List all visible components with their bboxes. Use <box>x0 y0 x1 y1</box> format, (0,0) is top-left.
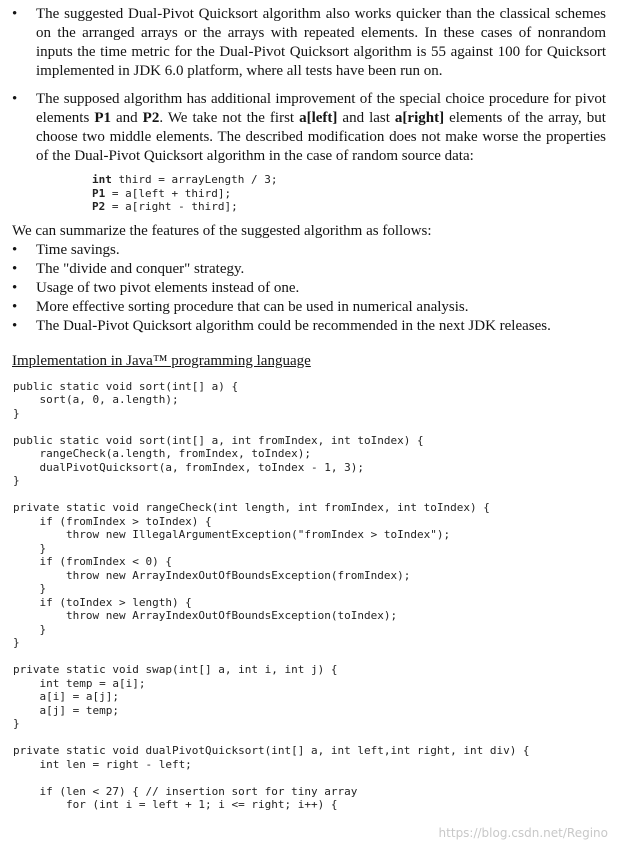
text-run: Usage of two pivot elements instead of one. <box>36 279 300 296</box>
bullet-item <box>0 5 622 81</box>
code-line: for (int i = left + 1; i <= right; i++) { <box>13 798 338 811</box>
bullet-marker: • <box>12 241 18 258</box>
bullet-marker: • <box>12 91 18 107</box>
bold-text: P1 <box>92 186 106 200</box>
text-run: = a[right - third]; <box>105 200 238 213</box>
code-line: } <box>13 474 20 487</box>
code-line: a[i] = a[j]; <box>13 690 119 703</box>
watermark: https://blog.csdn.net/Regino <box>438 826 608 840</box>
bullet-marker: • <box>12 260 18 277</box>
code-line: } <box>13 636 20 649</box>
code-line: throw new ArrayIndexOutOfBoundsException(fromIndex); <box>13 568 411 582</box>
bullet-item <box>0 260 622 279</box>
code-line: } <box>13 717 20 730</box>
bullet-marker: • <box>12 279 18 296</box>
bold-text: P1 <box>94 110 111 126</box>
text-run: and <box>111 110 143 126</box>
text-run: third = arrayLength / 3; <box>111 173 278 186</box>
bullet-item <box>0 298 622 317</box>
code-line: int len = right - left; <box>13 757 192 771</box>
bullet-item <box>0 90 622 166</box>
text-run: elements of the array, but choose two middle elements. The described modification does not make worse the properties of the Dual-Pivot Quicksort algorithm in the case of random source data: <box>36 110 606 164</box>
bullet-marker: • <box>12 317 18 334</box>
code-line <box>92 187 622 201</box>
code-line <box>13 420 622 434</box>
code-line: if (fromIndex < 0) { <box>13 555 172 568</box>
text-run: More effective sorting procedure that can be used in numerical analysis. <box>36 298 469 315</box>
text-run: . We take not the first <box>159 110 300 126</box>
code-line: public static void sort(int[] a, int fromIndex, int toIndex) { <box>13 433 424 447</box>
code-line <box>13 488 622 502</box>
bullet-list <box>0 241 622 336</box>
code-line: } <box>13 622 47 636</box>
text-run: The "divide and conquer" strategy. <box>36 260 245 277</box>
code-listing <box>0 173 622 214</box>
bold-text: a[right] <box>394 110 445 126</box>
code-line: private static void swap(int[] a, int i, int j) { <box>13 663 338 676</box>
code-line: throw new IllegalArgumentException("fromIndex > toIndex"); <box>13 528 451 541</box>
code-line <box>13 771 622 785</box>
text-run: The suggested Dual-Pivot Quicksort algorithm also works quicker than the classical schemes on the arranged arrays or the arrays with repeated elements. In these cases of nonrandom inputs the time metric for the Dual-Pivot Quicksort algorithm is 55 against 100 for Quicksort implemented in JDK 6.0 platform, where all tests have been run on. <box>36 6 606 79</box>
code-line: } <box>13 541 47 555</box>
section-heading: Implementation in Java™ programming language <box>12 352 311 369</box>
bold-text: int <box>92 173 112 186</box>
text-run: The Dual-Pivot Quicksort algorithm could be recommended in the next JDK releases. <box>36 317 551 334</box>
code-line: rangeCheck(a.length, fromIndex, toIndex); <box>13 447 312 460</box>
code-line: private static void dualPivotQuicksort(int[] a, int left,int right, int div) { <box>13 744 530 757</box>
bullet-marker: • <box>12 298 18 315</box>
code-line: private static void rangeCheck(int length, int fromIndex, int toIndex) { <box>13 501 490 514</box>
code-listing <box>0 380 622 812</box>
code-line: } <box>13 406 20 420</box>
code-line: sort(a, 0, a.length); <box>13 393 179 406</box>
code-line: throw new ArrayIndexOutOfBoundsException(toIndex); <box>13 609 398 622</box>
text-run: = a[left + third]; <box>105 186 232 200</box>
text-run: Time savings. <box>36 241 120 258</box>
code-line <box>92 173 622 187</box>
code-line <box>13 650 622 664</box>
code-line: if (len < 27) { // insertion sort for tiny array <box>13 784 358 798</box>
text-run: The supposed algorithm has additional improvement of the special choice procedure for pivot elements <box>36 91 606 126</box>
code-line: int temp = a[i]; <box>13 676 146 690</box>
bold-text: a[left] <box>299 110 338 126</box>
code-line: if (fromIndex > toIndex) { <box>13 514 212 528</box>
code-line: } <box>13 582 47 595</box>
bullet-item <box>0 317 622 336</box>
text-run: and last <box>337 110 395 126</box>
code-line: public static void sort(int[] a) { <box>13 379 239 393</box>
bold-text: P2 <box>142 110 160 126</box>
bullet-item <box>0 279 622 298</box>
paragraph: We can summarize the features of the suggested algorithm as follows: <box>12 222 432 239</box>
code-line: if (toIndex > length) { <box>13 595 192 609</box>
bullet-item <box>0 241 622 260</box>
code-line <box>92 200 622 214</box>
bullet-marker: • <box>12 6 18 22</box>
bold-text: P2 <box>92 200 106 213</box>
code-line: dualPivotQuicksort(a, fromIndex, toIndex - 1, 3); <box>13 460 364 474</box>
bullet-list <box>0 5 622 166</box>
code-line: a[j] = temp; <box>13 703 119 717</box>
code-line <box>13 731 622 745</box>
